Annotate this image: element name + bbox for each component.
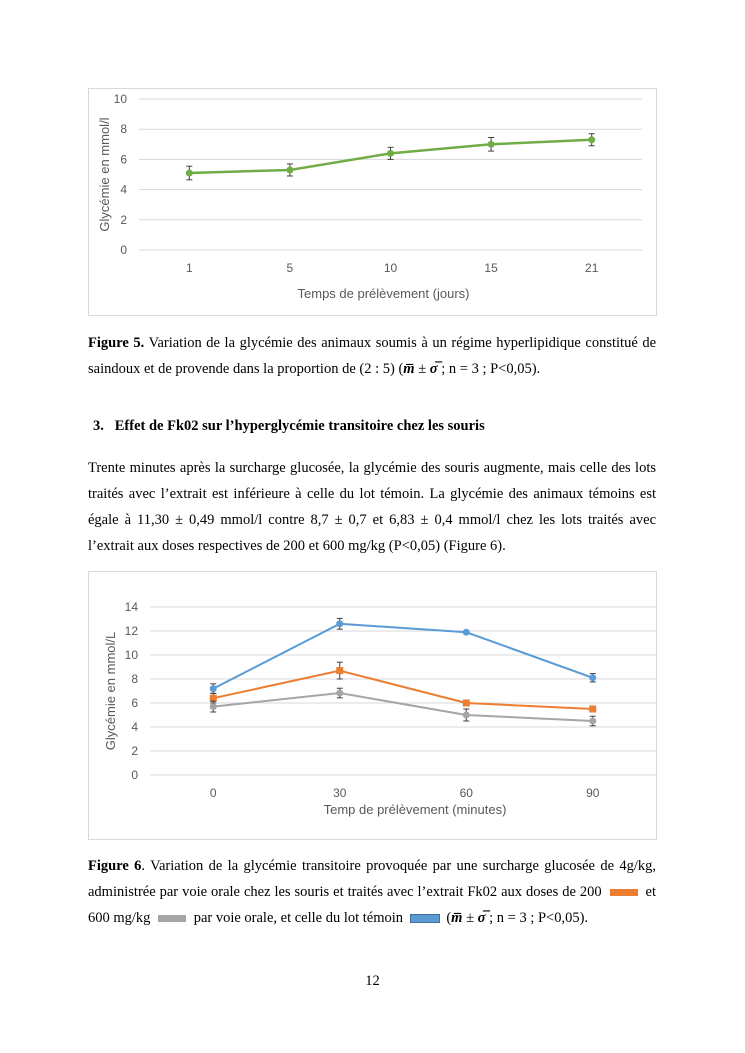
- figure-5-sigma: σ̅: [429, 361, 438, 377]
- x-tick-label: 15: [484, 261, 498, 275]
- figure-6-text-2: et 600 mg/kg: [88, 884, 656, 926]
- data-point: [589, 706, 596, 713]
- y-tick-label: 8: [120, 122, 127, 137]
- figure-5-text-end: ; n = 3 ; P<0,05).: [437, 361, 541, 377]
- data-point: [463, 629, 470, 636]
- data-point: [186, 169, 193, 176]
- legend-swatch-600: [158, 915, 186, 922]
- figure-5-caption: [88, 330, 656, 382]
- figure-6-text-3: par voie orale, et celle du lot témoin: [190, 910, 407, 926]
- page-number: 12: [365, 973, 380, 989]
- data-point: [488, 141, 495, 148]
- figure-6-svg: [89, 572, 656, 839]
- data-point: [387, 150, 394, 157]
- figure-6-label: Figure 6: [88, 858, 142, 874]
- x-tick-label: 10: [383, 261, 398, 275]
- y-tick-label: 2: [120, 212, 127, 227]
- y-axis-title: Glycémie en mmol/L: [103, 631, 118, 751]
- y-tick-label: 8: [131, 672, 138, 686]
- section-body: Trente minutes après la surcharge glucosée, la glycémie des souris augmente, mais celle des lots traités avec l’extrait est inférieure à celle du lot témoin. La glycémie des animaux témoins est égale à 11,30 ± 0,49 mmol/l contre 8,7 ± 0,7 et 6,83 ± 0,4 mmol/l chez les lots traités avec l’extrait aux doses respectives de 200 et 600 mg/kg (P<0,05) (Figure 6).: [88, 460, 656, 554]
- x-axis-title: Temps de prélèvement (jours): [297, 286, 470, 301]
- figure-6-text-4: (: [442, 910, 452, 926]
- data-point: [210, 685, 217, 692]
- x-tick-label: 0: [209, 786, 217, 800]
- y-tick-label: 0: [120, 243, 127, 257]
- data-point: [210, 703, 217, 710]
- data-point: [336, 620, 343, 627]
- figure-6-pm: ±: [462, 910, 478, 926]
- figure-6-text-1: . Variation de la glycémie transitoire provoquée par une surcharge glucosée de 4g/kg, administrée par voie orale chez les souris et traités avec l’extrait Fk02 aux doses de 200: [88, 858, 657, 900]
- data-point: [589, 674, 596, 681]
- data-point: [286, 166, 293, 173]
- y-tick-label: 6: [131, 696, 138, 710]
- y-tick-label: 2: [131, 744, 138, 758]
- x-axis-title: Temp de prélèvement (minutes): [323, 802, 507, 817]
- data-point: [463, 712, 470, 719]
- figure-5-mean: m̅: [403, 361, 415, 377]
- figure-6-mean: m̅: [451, 910, 463, 926]
- y-tick-label: 10: [124, 648, 138, 662]
- data-point: [336, 690, 343, 697]
- y-tick-label: 14: [124, 600, 138, 614]
- x-tick-label: 60: [459, 786, 473, 800]
- data-point: [589, 718, 596, 725]
- y-tick-label: 4: [120, 182, 127, 197]
- y-axis-title: Glycémie en mmol/l: [97, 117, 112, 232]
- x-tick-label: 5: [286, 261, 294, 275]
- x-tick-label: 21: [585, 261, 599, 275]
- y-tick-label: 10: [113, 92, 127, 106]
- figure-6-text-5: ; n = 3 ; P<0,05).: [485, 910, 589, 926]
- x-tick-label: 1: [185, 261, 193, 275]
- figure-6-caption: [88, 853, 656, 931]
- data-point: [336, 667, 343, 674]
- y-tick-label: 6: [120, 152, 127, 167]
- y-tick-label: 0: [131, 768, 138, 782]
- figure-5-label: Figure 5.: [88, 335, 145, 351]
- legend-swatch-temoin: [411, 915, 439, 922]
- data-point: [210, 695, 217, 702]
- figure-5-svg: [89, 89, 656, 315]
- y-tick-label: 4: [131, 720, 138, 734]
- figure-5-pm: ±: [414, 361, 430, 377]
- figure-6-chart: [88, 571, 657, 840]
- figure-6-sigma: σ̅: [477, 910, 486, 926]
- figure-5-chart: [88, 88, 657, 316]
- section-heading: 3. Effet de Fk02 sur l’hyperglycémie transitoire chez les souris: [93, 418, 485, 434]
- figure-5-text: Variation de la glycémie des animaux soumis à un régime hyperlipidique constitué de saindoux et de provende dans la proportion de (2 : 5) (: [88, 335, 657, 377]
- data-point: [588, 136, 595, 143]
- x-tick-label: 30: [333, 786, 347, 800]
- y-tick-label: 12: [124, 624, 138, 638]
- data-point: [463, 700, 470, 707]
- x-tick-label: 90: [586, 786, 600, 800]
- legend-swatch-200: [610, 889, 638, 896]
